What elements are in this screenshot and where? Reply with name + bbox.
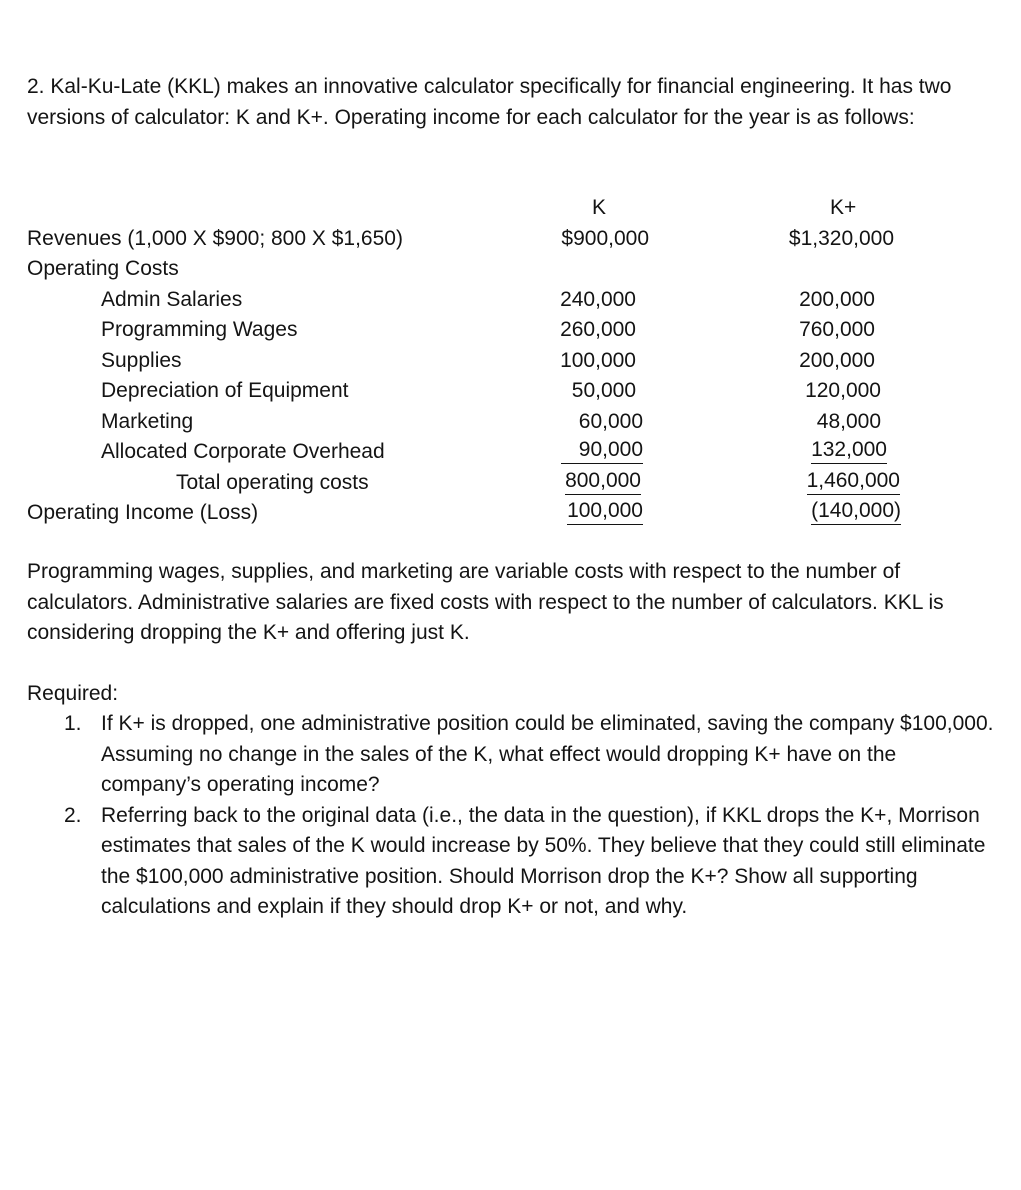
revenues-k: $900,000 [561, 226, 649, 250]
list-item [0, 801, 1000, 923]
table-row [0, 376, 1021, 407]
problem-intro: 2. Kal-Ku-Late (KKL) makes an innovative calculator specifically for financial engineering. It has two versions of calculator: K and K+. Operating income for each calculator for the year is as follows: [27, 75, 952, 129]
total-costs-label: Total operating costs [176, 470, 369, 494]
cost-label: Programming Wages [101, 318, 298, 341]
cost-kplus: 200,000 [799, 287, 875, 311]
table-row [0, 346, 1021, 377]
total-costs-kplus: 1,460,000 [807, 468, 900, 495]
cost-kplus: 120,000 [805, 379, 881, 402]
cost-k: 100,000 [560, 348, 636, 372]
cost-k: 90,000 [561, 437, 643, 464]
table-header-row [0, 193, 1021, 224]
table-row [0, 407, 1021, 438]
cost-kplus: 760,000 [799, 318, 875, 341]
operating-income-label: Operating Income (Loss) [27, 501, 259, 524]
operating-income-row [0, 498, 1021, 529]
cost-label: Allocated Corporate Overhead [101, 440, 385, 463]
table-row [0, 315, 1021, 346]
table-row [0, 437, 1021, 468]
cost-label: Admin Salaries [101, 287, 243, 311]
cost-kplus: 48,000 [816, 409, 881, 433]
total-costs-k: 800,000 [565, 468, 641, 495]
list-item-text: If K+ is dropped, one administrative position could be eliminated, saving the company $100,000. Assuming no change in the sales of the K, what effect would dropping K+ have on the company’s operating income? [101, 712, 994, 796]
required-list [0, 709, 1000, 923]
cost-kplus: 200,000 [799, 348, 875, 372]
operating-costs-label: Operating Costs [27, 257, 179, 280]
revenues-kplus: $1,320,000 [788, 226, 894, 250]
cost-k: 240,000 [560, 287, 636, 311]
revenues-row [0, 224, 1021, 255]
list-item-number: 2. [64, 803, 82, 827]
cost-behavior-paragraph: Programming wages, supplies, and marketing are variable costs with respect to the number of calculators. Administrative salaries are fixed costs with respect to the number of calculators. KKL is considering dropping the K+ and offering just K. [27, 560, 944, 644]
cost-k: 50,000 [571, 379, 636, 402]
revenues-label: Revenues (1,000 X $900; 800 X $1,650) [27, 226, 403, 250]
list-item-text: Referring back to the original data (i.e., the data in the question), if KKL drops the K+, Morrison estimates that sales of the K would increase by 50%. They believe that they could still eliminate the $100,000 administrative position. Should Morrison drop the K+? Show all supporting calculations and explain if they should drop K+ or not, and why. [101, 803, 986, 918]
cost-label: Depreciation of Equipment [101, 379, 349, 402]
operating-costs-heading-row [0, 254, 1021, 285]
required-heading: Required: [27, 682, 119, 705]
operating-income-k: 100,000 [567, 498, 643, 525]
total-costs-row [0, 468, 1021, 499]
list-item-number: 1. [64, 712, 82, 735]
cost-k: 260,000 [560, 318, 636, 341]
list-item [0, 709, 1000, 801]
cost-label: Marketing [101, 409, 194, 433]
table-row [0, 285, 1021, 316]
cost-label: Supplies [101, 348, 182, 372]
cost-kplus: 132,000 [811, 437, 887, 464]
column-header-k: K [592, 196, 607, 219]
operating-income-kplus: (140,000) [811, 498, 901, 525]
column-header-kplus: K+ [830, 196, 857, 219]
cost-k: 60,000 [578, 409, 643, 433]
income-statement-table [0, 193, 1021, 529]
